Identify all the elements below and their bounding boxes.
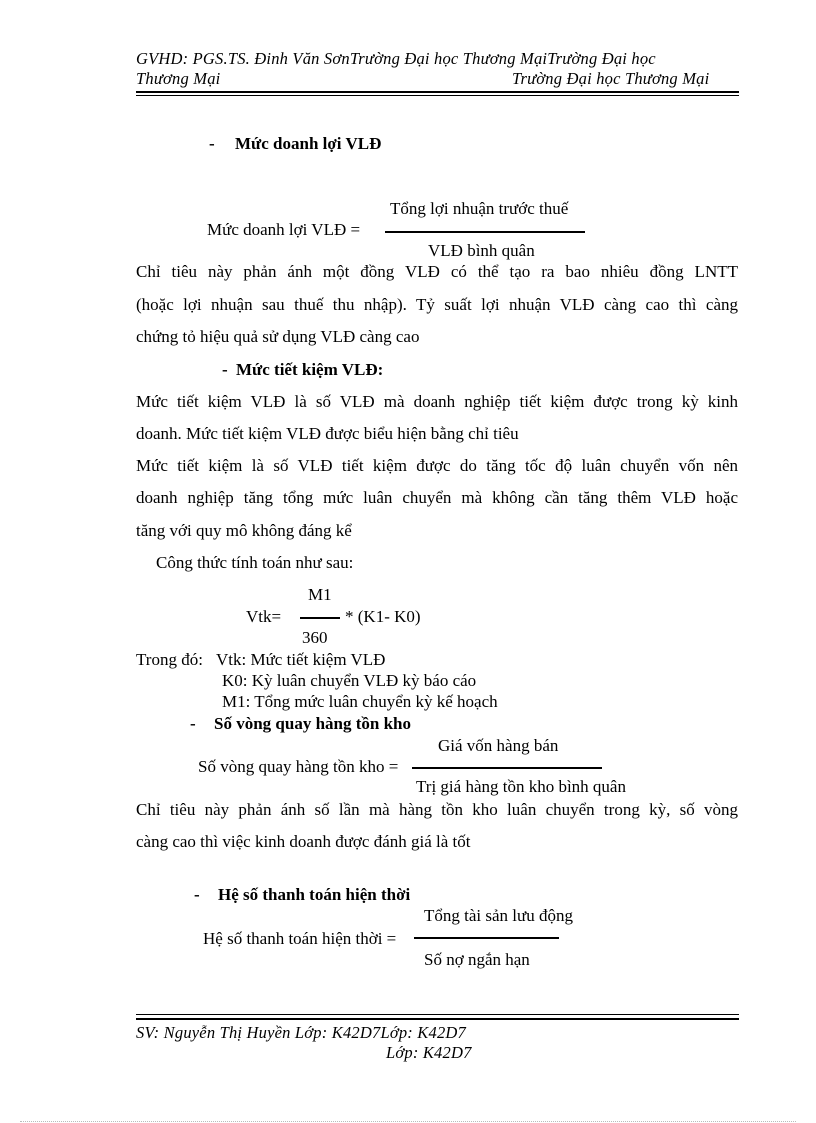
- footer-line-1: SV: Nguyễn Thị Huyền Lớp: K42D7Lớp: K42D7: [136, 1023, 466, 1042]
- bullet-dash: -: [194, 885, 200, 904]
- section-heading-thanh-toan: [194, 885, 410, 905]
- where-label: Trong đó:: [136, 650, 203, 669]
- heading-text: Mức tiết kiệm VLĐ:: [236, 360, 384, 379]
- section-heading-doanh-loi: [209, 134, 381, 154]
- formula-denominator: Số nợ ngắn hạn: [424, 950, 530, 969]
- paragraph-line: Mức tiết kiệm là số VLĐ tiết kiệm được do tăng tốc độ luân chuyển vốn nên: [136, 456, 738, 475]
- formula-denominator: 360: [302, 628, 328, 647]
- paragraph-line: doanh nghiệp tăng tổng mức luân chuyển mà không cần tăng thêm VLĐ hoặc: [136, 488, 738, 507]
- header-rule-top: [136, 91, 739, 93]
- header-rule-bottom: [136, 95, 739, 96]
- paragraph-line: tăng với quy mô không đáng kể: [136, 521, 352, 540]
- formula-denominator: Trị giá hàng tồn kho bình quân: [416, 777, 626, 796]
- fraction-bar: [385, 231, 585, 233]
- where-item: K0: Kỳ luân chuyển VLĐ kỳ báo cáo: [222, 671, 477, 690]
- header-line-2-left: Thương Mại: [136, 69, 221, 88]
- footer-line-2: Lớp: K42D7: [386, 1043, 472, 1062]
- formula-numerator: Giá vốn hàng bán: [438, 736, 559, 755]
- section-heading-vong-quay: [190, 714, 411, 734]
- fraction-bar: [300, 617, 340, 619]
- paragraph-line: càng cao thì việc kinh doanh được đánh giá là tốt: [136, 832, 471, 851]
- formula-numerator: M1: [308, 585, 332, 604]
- footer-rule-bottom: [136, 1018, 739, 1020]
- paragraph-line: (hoặc lợi nhuận sau thuế thu nhập). Tỷ suất lợi nhuận VLĐ càng cao thì càng: [136, 295, 738, 314]
- formula-label: Vtk=: [246, 607, 282, 626]
- paragraph-line: Chỉ tiêu này phản ánh một đồng VLĐ có thể tạo ra bao nhiêu đồng LNTT: [136, 262, 738, 281]
- formula-numerator: Tổng lợi nhuận trước thuế: [390, 199, 569, 218]
- fraction-bar: [414, 937, 559, 939]
- footer-rule-top: [136, 1014, 739, 1015]
- where-item: Vtk: Mức tiết kiệm VLĐ: [216, 650, 386, 669]
- formula-label: Mức doanh lợi VLĐ =: [207, 220, 361, 239]
- paragraph-line: doanh. Mức tiết kiệm VLĐ được biểu hiện bằng chỉ tiêu: [136, 424, 519, 443]
- page-boundary-dotted-line: [20, 1121, 796, 1122]
- bullet-dash: -: [190, 714, 196, 733]
- paragraph-line: Chỉ tiêu này phản ánh số lần mà hàng tồn kho luân chuyển trong kỳ, số vòng: [136, 800, 738, 819]
- fraction-bar: [412, 767, 602, 769]
- header-line-2-right: Trường Đại học Thương Mại: [512, 69, 710, 88]
- where-item: M1: Tổng mức luân chuyển kỳ kế hoạch: [222, 692, 498, 711]
- bullet-dash: -: [209, 134, 215, 153]
- formula-label: Hệ số thanh toán hiện thời =: [203, 929, 397, 948]
- heading-text: Mức doanh lợi VLĐ: [235, 134, 382, 153]
- formula-numerator: Tổng tài sản lưu động: [424, 906, 573, 925]
- formula-label: Số vòng quay hàng tồn kho =: [198, 757, 399, 776]
- paragraph-line: Mức tiết kiệm VLĐ là số VLĐ mà doanh nghiệp tiết kiệm được trong kỳ kinh: [136, 392, 738, 411]
- formula-denominator: VLĐ bình quân: [428, 241, 535, 260]
- header-line-1: GVHD: PGS.TS. Đinh Văn SơnTrường Đại học Thương MạiTrường Đại học: [136, 49, 656, 68]
- bullet-dash: -: [222, 360, 228, 379]
- formula-intro: Công thức tính toán như sau:: [156, 553, 354, 572]
- heading-text: Số vòng quay hàng tồn kho: [214, 714, 412, 733]
- section-heading-tiet-kiem: [222, 360, 383, 380]
- paragraph-line: chứng tỏ hiệu quả sử dụng VLĐ càng cao: [136, 327, 420, 346]
- formula-tail: * (K1- K0): [345, 607, 421, 626]
- heading-text: Hệ số thanh toán hiện thời: [218, 885, 411, 904]
